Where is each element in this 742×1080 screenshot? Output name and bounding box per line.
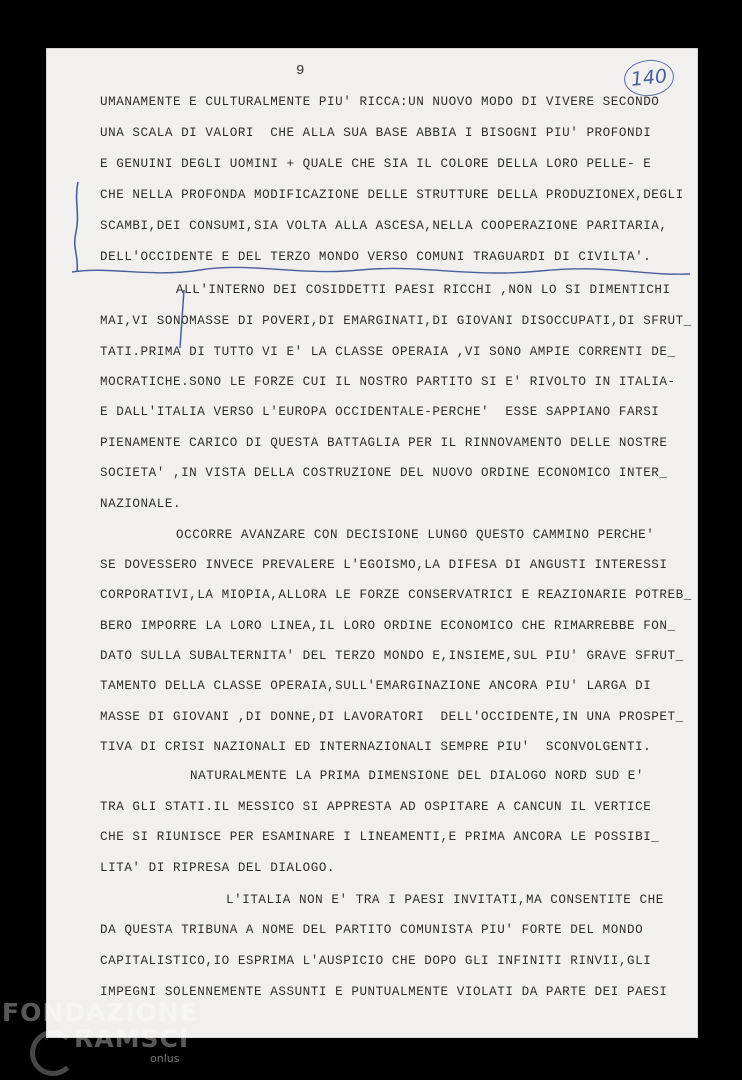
text-line: SOCIETA' ,IN VISTA DELLA COSTRUZIONE DEL NUOVO ORDINE ECONOMICO INTER_ [100,466,668,480]
archive-stamp: 140 [622,57,675,98]
text-line: L'ITALIA NON E' TRA I PAESI INVITATI,MA CONSENTITE CHE [226,893,664,907]
watermark-line1: FONDAZIONE [2,998,199,1027]
text-line: BERO IMPORRE LA LORO LINEA,IL LORO ORDINE ECONOMICO CHE RIMARREBBE FON_ [100,619,676,633]
text-line: DATO SULLA SUBALTERNITA' DEL TERZO MONDO E,INSIEME,SUL PIU' GRAVE SFRUT_ [100,649,684,663]
text-line: CAPITALISTICO,IO ESPRIMA L'AUSPICIO CHE DOPO GLI INFINITI RINVII,GLI [100,954,652,968]
text-line: CORPORATIVI,LA MIOPIA,ALLORA LE FORZE CONSERVATRICI E REAZIONARIE POTREB_ [100,588,692,602]
text-line: MASSE DI GIOVANI ,DI DONNE,DI LAVORATORI DELL'OCCIDENTE,IN UNA PROSPET_ [100,710,684,724]
text-line: DA QUESTA TRIBUNA A NOME DEL PARTITO COMUNISTA PIU' FORTE DEL MONDO [100,923,644,937]
text-line: MAI,VI SONOMASSE DI POVERI,DI EMARGINATI,DI GIOVANI DISOCCUPATI,DI SFRUT_ [100,314,692,328]
text-line: CHE NELLA PROFONDA MODIFICAZIONE DELLE STRUTTURE DELLA PRODUZIONEX,DEGLI [100,188,684,202]
insertion-mark [180,290,184,348]
watermark-onlus: onlus [150,1052,180,1065]
text-line: TRA GLI STATI.IL MESSICO SI APPRESTA AD OSPITARE A CANCUN IL VERTICE [100,800,652,814]
foundation-watermark [0,992,240,1080]
text-line: PIENAMENTE CARICO DI QUESTA BATTAGLIA PER IL RINNOVAMENTO DELLE NOSTRE [100,436,668,450]
watermark-line2: RAMSCI [74,1024,190,1053]
text-line: DELL'OCCIDENTE E DEL TERZO MONDO VERSO COMUNI TRAGUARDI DI CIVILTA'. [100,250,652,264]
text-line: CHE SI RIUNISCE PER ESAMINARE I LINEAMENTI,E PRIMA ANCORA LE POSSIBI_ [100,830,660,844]
text-line: NAZIONALE. [100,497,182,511]
paragraph-break-line [72,267,690,274]
text-line: SE DOVESSERO INVECE PREVALERE L'EGOISMO,LA DIFESA DI ANGUSTI INTERESSI [100,558,668,572]
text-line: TAMENTO DELLA CLASSE OPERAIA,SULL'EMARGINAZIONE ANCORA PIU' LARGA DI [100,679,652,693]
text-line: E DALL'ITALIA VERSO L'EUROPA OCCIDENTALE-PERCHE' ESSE SAPPIANO FARSI [100,405,660,419]
margin-bracket-mark [75,182,78,272]
text-line: OCCORRE AVANZARE CON DECISIONE LUNGO QUESTO CAMMINO PERCHE' [176,528,655,542]
text-line: ALL'INTERNO DEI COSIDDETTI PAESI RICCHI ,NON LO SI DIMENTICHI [176,283,671,297]
text-line: TIVA DI CRISI NAZIONALI ED INTERNAZIONALI SEMPRE PIU' SCONVOLGENTI. [100,740,652,754]
text-line: NATURALMENTE LA PRIMA DIMENSIONE DEL DIALOGO NORD SUD E' [190,769,645,783]
text-line: IMPEGNI SOLENNEMENTE ASSUNTI E PUNTUALMENTE VIOLATI DA PARTE DEI PAESI [100,985,668,999]
text-line: E GENUINI DEGLI UOMINI + QUALE CHE SIA IL COLORE DELLA LORO PELLE- E [100,157,652,171]
text-line: UNA SCALA DI VALORI CHE ALLA SUA BASE ABBIA I BISOGNI PIU' PROFONDI [100,126,652,140]
text-line: MOCRATICHE.SONO LE FORZE CUI IL NOSTRO PARTITO SI E' RIVOLTO IN ITALIA- [100,375,676,389]
text-line: UMANAMENTE E CULTURALMENTE PIU' RICCA:UN NUOVO MODO DI VIVERE SECONDO [100,95,660,109]
page-number: 9 [296,63,305,79]
text-line: SCAMBI,DEI CONSUMI,SIA VOLTA ALLA ASCESA,NELLA COOPERAZIONE PARITARIA, [100,219,668,233]
text-line: LITA' DI RIPRESA DEL DIALOGO. [100,861,336,875]
text-line: TATI.PRIMA DI TUTTO VI E' LA CLASSE OPERAIA ,VI SONO AMPIE CORRENTI DE_ [100,345,676,359]
watermark-logo-g [30,1030,76,1076]
